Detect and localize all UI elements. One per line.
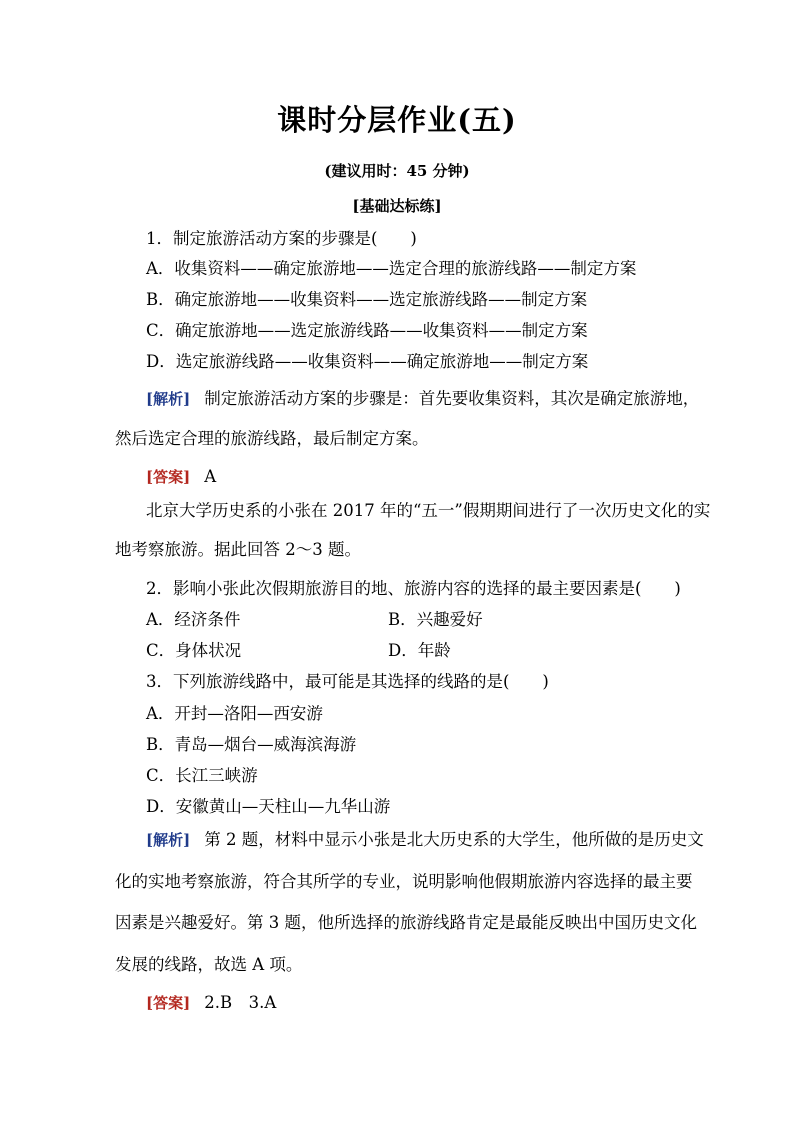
q2-option-d: D．年龄: [388, 641, 451, 660]
answer-tag: [答案]: [146, 468, 191, 486]
q1-analysis-text-1: 制定旅游活动方案的步骤是：首先要收集资料，其次是确定旅游地，: [204, 389, 700, 408]
q3-option-a: A．开封—洛阳—西安游: [146, 704, 323, 723]
q1-stem: 1．制定旅游活动方案的步骤是( ): [146, 229, 417, 248]
q1-answer-value: A: [204, 467, 217, 486]
q23-analysis-text-1: 第 2 题，材料中显示小张是北大历史系的大学生，他所做的是历史文: [204, 830, 704, 849]
q23-analysis-line-1: [146, 829, 704, 851]
material-line-1: 北京大学历史系的小张在 2017 年的“五一”假期期间进行了一次历史文化的实: [146, 501, 711, 520]
analysis-tag: [解析]: [146, 390, 191, 408]
answer-tag: [答案]: [146, 994, 191, 1012]
q2-option-c: C．身体状况: [146, 641, 242, 660]
q3-option-c: C．长江三峡游: [146, 766, 258, 785]
q23-analysis-line-2: 化的实地考察旅游，符合其所学的专业，说明影响他假期旅游内容选择的最主要: [115, 872, 693, 891]
page-title: 课时分层作业(五): [277, 103, 517, 137]
q1-option-b: B．确定旅游地——收集资料——选定旅游线路——制定方案: [146, 290, 588, 309]
q1-analysis-line-2: 然后选定合理的旅游线路，最后制定方案。: [115, 429, 429, 448]
q1-option-a: A．收集资料——确定旅游地——选定合理的旅游线路——制定方案: [146, 259, 637, 278]
suggested-time: (建议用时：45 分钟): [324, 162, 470, 180]
q1-analysis-line-1: [146, 388, 699, 410]
analysis-tag: [解析]: [146, 831, 191, 849]
q2-option-b: B．兴趣爱好: [388, 610, 483, 629]
q1-option-d: D．选定旅游线路——收集资料——确定旅游地——制定方案: [146, 352, 589, 371]
q23-analysis-line-3: 因素是兴趣爱好。第 3 题，他所选择的旅游线路肯定是最能反映出中国历史文化: [115, 913, 697, 932]
q1-option-c: C．确定旅游地——选定旅游线路——收集资料——制定方案: [146, 321, 588, 340]
material-line-2: 地考察旅游。据此回答 2～3 题。: [115, 540, 361, 559]
q2-stem: 2．影响小张此次假期旅游目的地、旅游内容的选择的最主要因素是( ): [146, 579, 681, 598]
q23-answer-value: 2.B 3.A: [204, 993, 277, 1012]
q23-analysis-line-4: 发展的线路，故选 A 项。: [115, 955, 303, 974]
q2-option-a: A．经济条件: [146, 610, 241, 629]
q1-answer: [146, 466, 216, 488]
section-heading: [基础达标练]: [352, 197, 442, 215]
q23-answer: [146, 992, 276, 1014]
q3-stem: 3．下列旅游线路中，最可能是其选择的线路的是( ): [146, 672, 549, 691]
q3-option-d: D．安徽黄山—天柱山—九华山游: [146, 797, 391, 816]
q3-option-b: B．青岛—烟台—威海滨海游: [146, 735, 357, 754]
